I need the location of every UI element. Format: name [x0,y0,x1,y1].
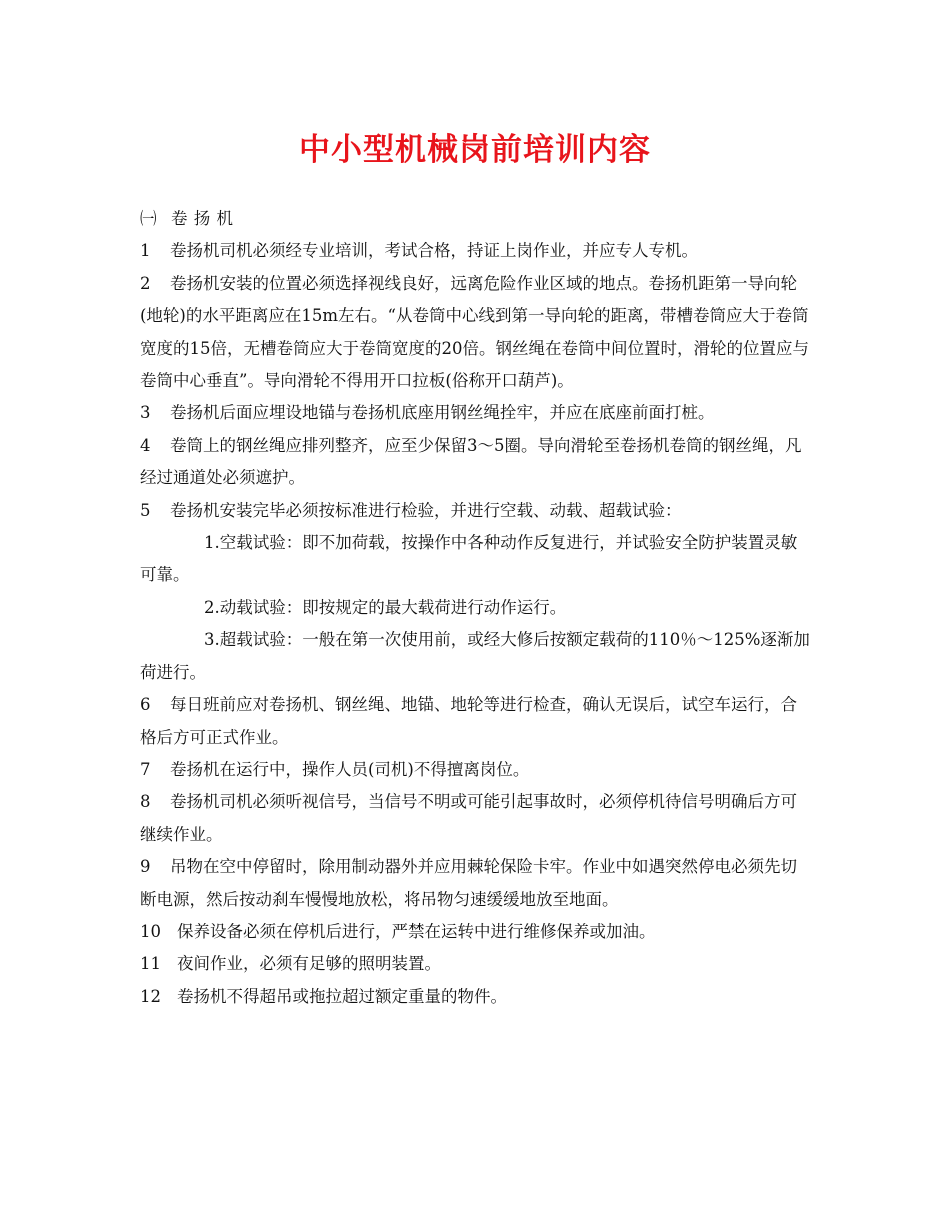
page-title: 中小型机械岗前培训内容 [299,132,651,168]
item-text: 卷扬机后面应埋设地锚与卷扬机底座用钢丝绳拴牢，并应在底座前面打桩。 [170,403,715,423]
item-text: 保养设备必须在停机后进行，严禁在运转中进行维修保养或加油。 [177,921,656,941]
item-number: 10 [140,921,161,941]
item-text: 每日班前应对卷扬机、钢丝绳、地锚、地轮等进行检查，确认无误后，试空车运行，合格后方可正式作业。 [140,695,797,747]
list-item [140,268,812,398]
list-item [140,430,812,495]
list-item [140,754,812,786]
item-text: 卷扬机安装的位置必须选择视线良好，远离危险作业区域的地点。卷扬机距第一导向轮(地轮)的水平距离应在15m左右。“从卷筒中心线到第一导向轮的距离，带槽卷筒应大于卷筒宽度的15倍，无槽卷筒应大于卷筒宽度的20倍。钢丝绳在卷筒中间位置时，滑轮的位置应与卷筒中心垂直”。导向滑轮不得用开口拉板(俗称开口葫芦)。 [140,273,809,391]
item-number: 8 [140,792,151,812]
list-item [140,948,812,980]
list-item [140,495,812,527]
item-text: 吊物在空中停留时，除用制动器外并应用棘轮保险卡牢。作业中如遇突然停电必须先切断电源，然后按动刹车慢慢地放松，将吊物匀速缓缓地放至地面。 [140,857,797,909]
item-number: 1 [140,241,151,261]
list-item [140,981,812,1013]
item-number: 9 [140,857,151,877]
list-item [140,235,812,267]
sub-item: 1.空载试验：即不加荷载，按操作中各种动作反复进行，并试验安全防护装置灵敏可靠。 [140,533,798,585]
item-number: 2 [140,273,151,293]
item-number: 5 [140,500,151,520]
document-body [140,203,812,1013]
item-number: 3 [140,403,151,423]
list-item [140,851,812,916]
item-text: 卷扬机在运行中，操作人员(司机)不得擅离岗位。 [170,759,530,779]
list-item [140,786,812,851]
item-number: 11 [140,954,161,974]
sub-item: 2.动载试验：即按规定的最大载荷进行动作运行。 [204,597,567,617]
item-text: 夜间作业，必须有足够的照明装置。 [177,954,441,974]
item-number: 12 [140,986,161,1006]
item-text: 卷扬机司机必须经专业培训，考试合格，持证上岗作业，并应专人专机。 [170,241,698,261]
section-marker: ㈠ [140,209,157,228]
list-item [140,916,812,948]
list-item [140,689,812,754]
item-number: 4 [140,435,151,455]
item-text: 卷扬机安装完毕必须按标准进行检验，并进行空载、动载、超载试验： [170,500,682,520]
item-text: 卷扬机不得超吊或拖拉超过额定重量的物件。 [177,986,507,1006]
section-heading [140,203,812,235]
item-number: 7 [140,759,151,779]
sub-item: 3.超载试验：一般在第一次使用前，或经大修后按额定载荷的110％～125%逐渐加荷进行。 [140,630,810,682]
list-item [140,397,812,429]
item-text: 卷筒上的钢丝绳应排列整齐，应至少保留3～5圈。导向滑轮至卷扬机卷筒的钢丝绳，凡经过通道处必须遮护。 [140,435,802,488]
item-number: 6 [140,695,151,715]
section-name: 卷 扬 机 [171,209,234,228]
item-text: 卷扬机司机必须听视信号，当信号不明或可能引起事故时，必须停机待信号明确后方可继续作业。 [140,792,797,844]
